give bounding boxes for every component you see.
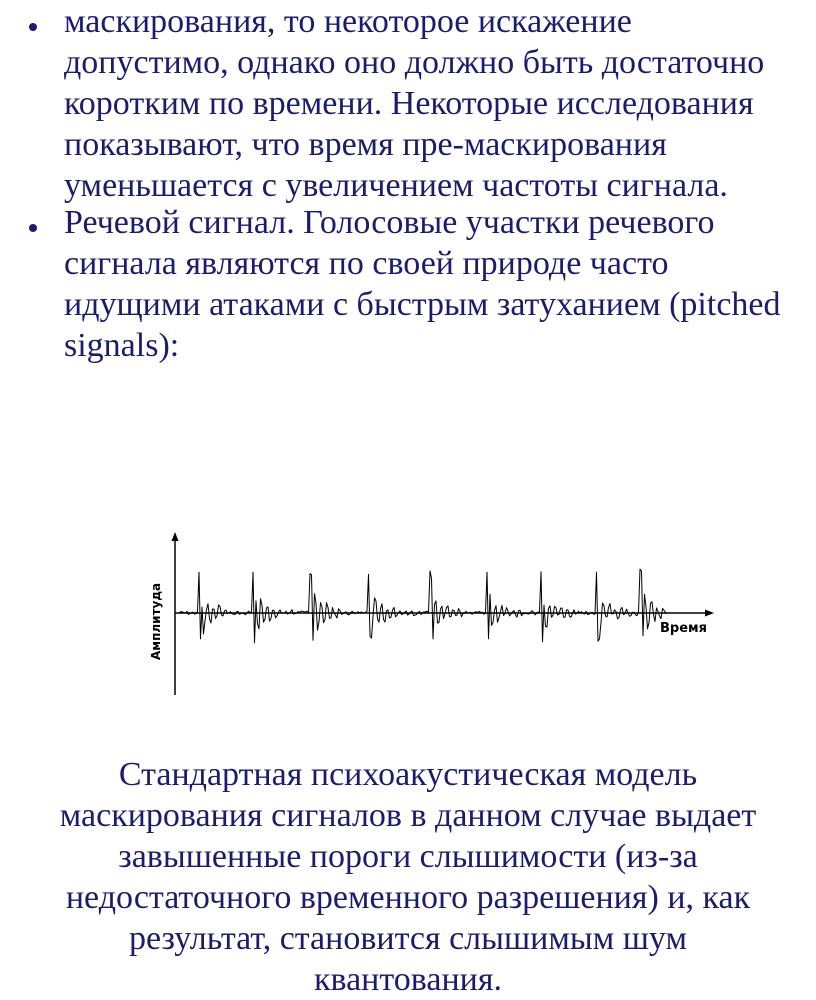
text-line: допустимо, однако оно должно быть достаточно xyxy=(64,44,765,81)
caption-line: результат, становится слышимым шум xyxy=(129,920,687,957)
caption-line: квантования. xyxy=(313,961,503,998)
caption-line: завышенные пороги слышимости (из-за xyxy=(118,838,698,875)
text-line: Речевой сигнал. Голосовые участки речевого xyxy=(64,204,715,241)
y-axis-label: Амплитуда xyxy=(149,582,163,660)
x-axis-label: Время xyxy=(660,621,708,636)
bullet-dot xyxy=(29,224,37,232)
speech-signal-figure xyxy=(140,520,720,700)
caption-line: Стандартная психоакустическая модель xyxy=(118,756,698,793)
caption-line: маскирования сигналов в данном случае выдает xyxy=(59,797,757,834)
bullet-dot xyxy=(29,23,37,31)
text-line: сигнала являются по своей природе часто xyxy=(64,245,669,282)
x-axis-arrow xyxy=(705,610,714,617)
text-line: идущими атаками с быстрым затуханием (pitched xyxy=(64,286,781,323)
text-line: маскирования, то некоторое искажение xyxy=(64,3,632,40)
text-line: signals): xyxy=(64,327,180,364)
text-line: показывают, что время пре-маскирования xyxy=(64,126,667,163)
waveform xyxy=(177,569,667,643)
text-line: коротким по времени. Некоторые исследования xyxy=(64,85,754,122)
y-axis-arrow xyxy=(172,532,179,541)
text-line: уменьшается с увеличением частоты сигнала. xyxy=(64,167,728,204)
caption-line: недостаточного временного разрешения) и, как xyxy=(65,879,751,916)
